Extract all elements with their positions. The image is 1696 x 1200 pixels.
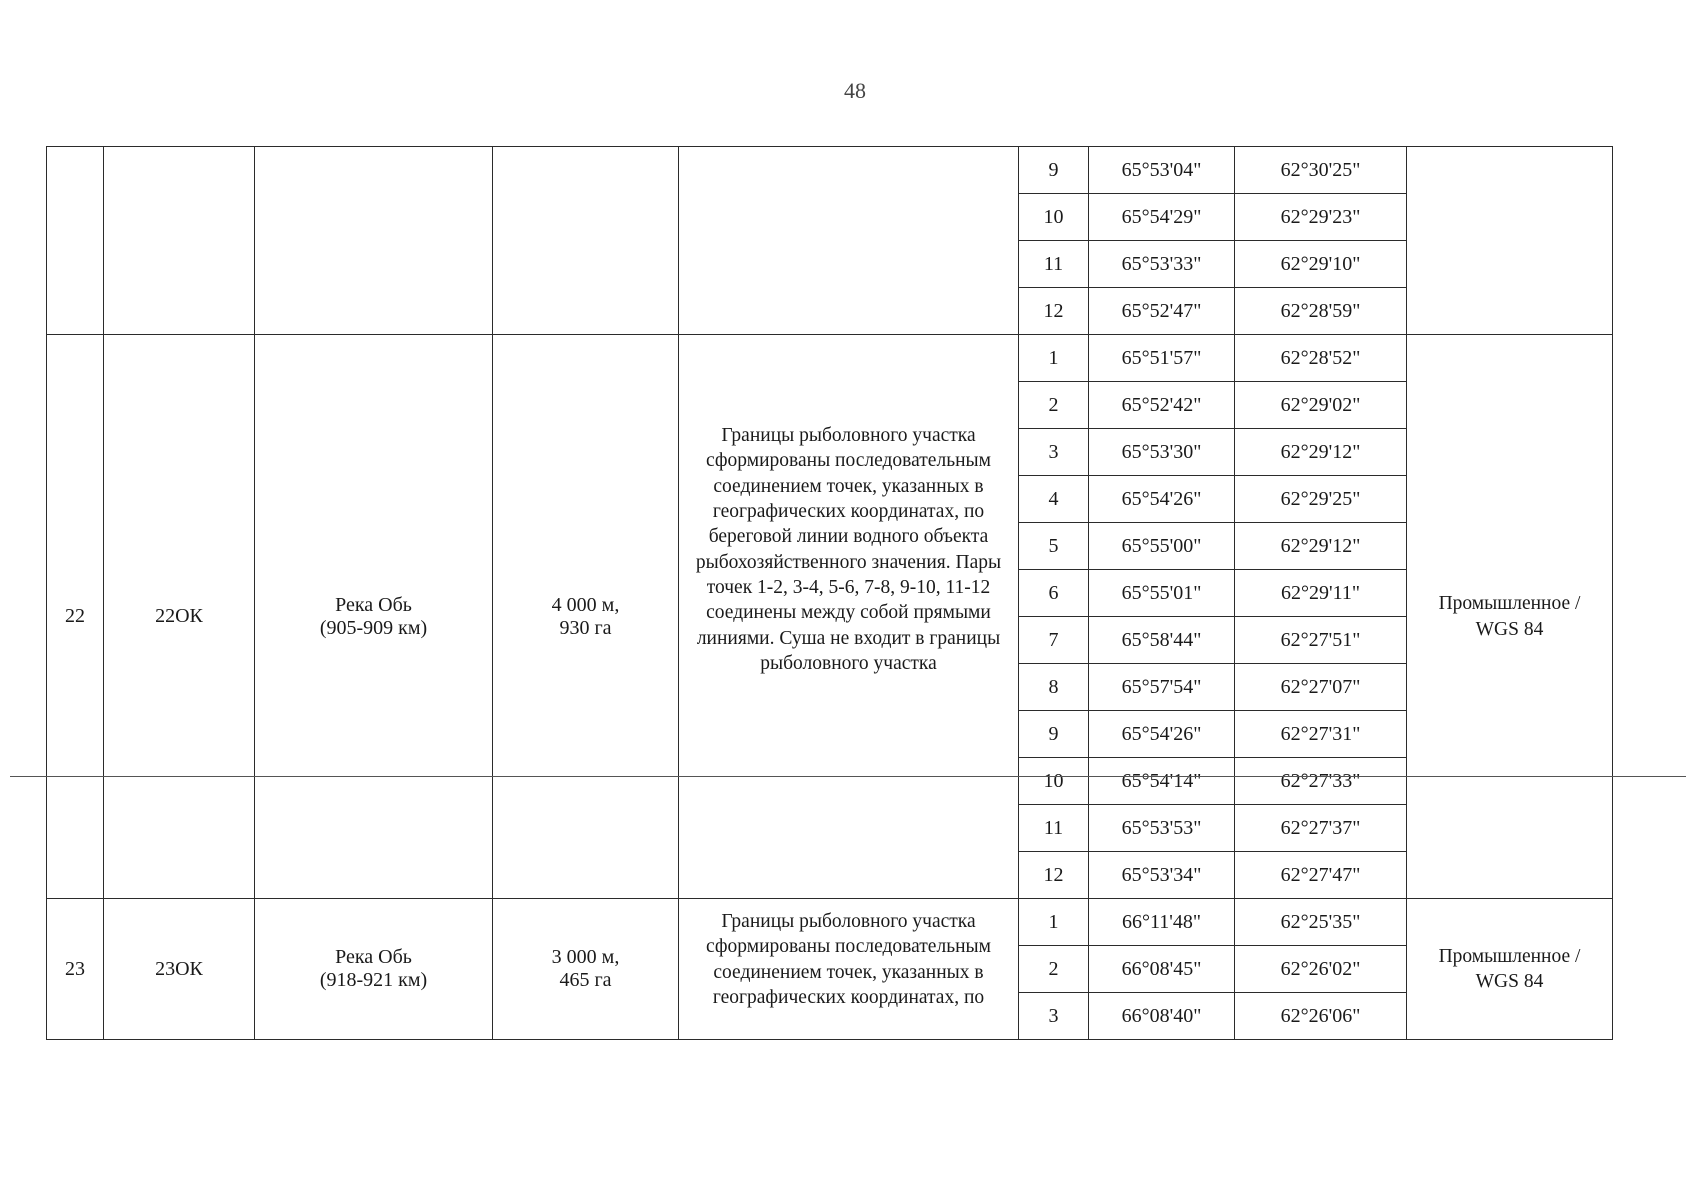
- latitude: 65°53'33": [1089, 241, 1235, 288]
- latitude: 65°54'29": [1089, 194, 1235, 241]
- latitude: 65°53'30": [1089, 429, 1235, 476]
- latitude: 65°53'53": [1089, 805, 1235, 852]
- point-number: 4: [1019, 476, 1089, 523]
- purpose-line-2: WGS 84: [1475, 971, 1544, 992]
- point-number: 1: [1019, 335, 1089, 382]
- latitude: 65°54'26": [1089, 476, 1235, 523]
- point-number: 12: [1019, 288, 1089, 335]
- num-cell-prev: [47, 147, 104, 335]
- location-line-2: (905-909 км): [319, 616, 428, 639]
- size-length: 3 000 м,: [551, 946, 620, 968]
- area-purpose: [1407, 899, 1613, 1040]
- longitude: 62°27'51": [1235, 617, 1407, 664]
- description-text: Границы рыболовного участка сформированы последовательным соединением точек, указанных в географических координатах, по: [706, 911, 991, 1009]
- longitude: 62°27'07": [1235, 664, 1407, 711]
- area-number: 22: [47, 335, 104, 899]
- location-line-1: Река Обь: [335, 593, 412, 616]
- latitude: 66°11'48": [1089, 899, 1235, 946]
- longitude: 62°29'12": [1235, 429, 1407, 476]
- purpose-line-1: Промышленное /: [1438, 593, 1581, 615]
- point-number: 3: [1019, 993, 1089, 1040]
- point-number: 12: [1019, 852, 1089, 899]
- description-cell-prev: [679, 147, 1019, 335]
- point-number: 5: [1019, 523, 1089, 570]
- longitude: 62°27'31": [1235, 711, 1407, 758]
- area-purpose: [1407, 335, 1613, 899]
- size-cell-prev: [493, 147, 679, 335]
- longitude: 62°29'12": [1235, 523, 1407, 570]
- area-location: [255, 335, 493, 899]
- area-code: 23ОК: [104, 899, 255, 1040]
- latitude: 65°53'04": [1089, 147, 1235, 194]
- latitude: 65°54'14": [1089, 758, 1235, 805]
- point-number: 1: [1019, 899, 1089, 946]
- area-size: [493, 899, 679, 1040]
- point-number: 2: [1019, 382, 1089, 429]
- size-length: 4 000 м,: [551, 593, 620, 616]
- page-number: 48: [844, 78, 866, 103]
- longitude: 62°30'25": [1235, 147, 1407, 194]
- fishing-areas-table: [46, 146, 1613, 1040]
- area-code: 22ОК: [104, 335, 255, 899]
- longitude: 62°29'10": [1235, 241, 1407, 288]
- size-area: 930 га: [559, 616, 612, 639]
- purpose-line-2: WGS 84: [1475, 618, 1544, 640]
- purpose-line-1: Промышленное /: [1438, 945, 1581, 967]
- area-description: [679, 335, 1019, 899]
- latitude: 66°08'40": [1089, 993, 1235, 1040]
- latitude: 65°52'47": [1089, 288, 1235, 335]
- point-number: 2: [1019, 946, 1089, 993]
- longitude: 62°27'33": [1235, 758, 1407, 805]
- latitude: 65°55'00": [1089, 523, 1235, 570]
- area-size: [493, 335, 679, 899]
- point-number: 11: [1019, 241, 1089, 288]
- longitude: 62°29'02": [1235, 382, 1407, 429]
- latitude: 65°54'26": [1089, 711, 1235, 758]
- point-number: 7: [1019, 617, 1089, 664]
- longitude: 62°28'59": [1235, 288, 1407, 335]
- table-row: [47, 147, 1613, 194]
- latitude: 65°57'54": [1089, 664, 1235, 711]
- table-row: [47, 335, 1613, 382]
- longitude: 62°27'47": [1235, 852, 1407, 899]
- point-number: 9: [1019, 711, 1089, 758]
- point-number: 10: [1019, 194, 1089, 241]
- area-description: [679, 899, 1019, 1040]
- longitude: 62°26'06": [1235, 993, 1407, 1040]
- point-number: 8: [1019, 664, 1089, 711]
- longitude: 62°27'37": [1235, 805, 1407, 852]
- point-number: 3: [1019, 429, 1089, 476]
- area-location: [255, 899, 493, 1040]
- longitude: 62°25'35": [1235, 899, 1407, 946]
- longitude: 62°29'25": [1235, 476, 1407, 523]
- point-number: 9: [1019, 147, 1089, 194]
- description-text: Границы рыболовного участка сформированы последовательным соединением точек, указанных в географических координатах, по береговой линии водного объекта рыбохозяйственного значения. Пары точек 1-2, 3-4, 5-6, 7-8, 9-10, 11-12 соединены между собой прямыми линиями. Суша не входит в границы рыболовного участка: [695, 425, 1002, 675]
- point-number: 6: [1019, 570, 1089, 617]
- point-number: 11: [1019, 805, 1089, 852]
- latitude: 65°58'44": [1089, 617, 1235, 664]
- location-cell-prev: [255, 147, 493, 335]
- point-number: 10: [1019, 758, 1089, 805]
- code-cell-prev: [104, 147, 255, 335]
- longitude: 62°28'52": [1235, 335, 1407, 382]
- location-line-1: Река Обь: [335, 946, 412, 968]
- longitude: 62°29'23": [1235, 194, 1407, 241]
- table-row: [47, 899, 1613, 946]
- latitude: 66°08'45": [1089, 946, 1235, 993]
- latitude: 65°51'57": [1089, 335, 1235, 382]
- latitude: 65°55'01": [1089, 570, 1235, 617]
- longitude: 62°26'02": [1235, 946, 1407, 993]
- latitude: 65°52'42": [1089, 382, 1235, 429]
- longitude: 62°29'11": [1235, 570, 1407, 617]
- fold-divider-line: [10, 776, 1686, 777]
- purpose-cell-prev: [1407, 147, 1613, 335]
- area-number: 23: [47, 899, 104, 1040]
- latitude: 65°53'34": [1089, 852, 1235, 899]
- location-line-2: (918-921 км): [319, 969, 428, 991]
- size-area: 465 га: [559, 969, 612, 991]
